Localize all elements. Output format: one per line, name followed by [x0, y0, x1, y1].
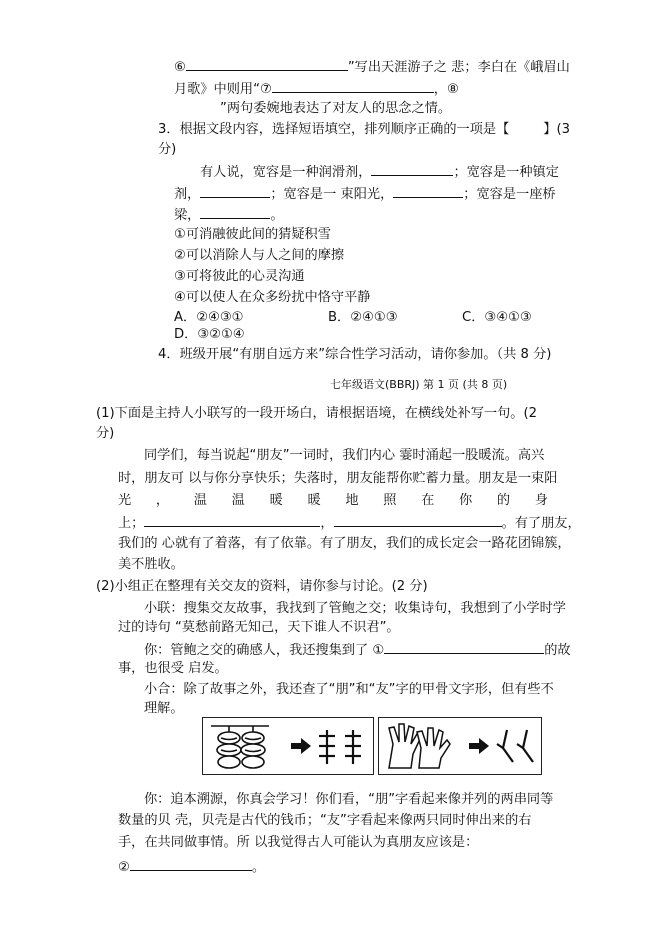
- q3-passage-3b: 。: [270, 208, 284, 223]
- peng-shells-figure: [203, 718, 373, 774]
- q3-passage-2c: ；宽容是一座桥: [463, 187, 556, 202]
- sub1-text-4a: 上；: [118, 516, 145, 531]
- q3-blank-4[interactable]: [200, 205, 270, 219]
- q3-passage-line-1: [200, 162, 559, 181]
- sub1-blank-2[interactable]: [334, 513, 502, 527]
- q3-passage-3a: 梁，: [174, 208, 201, 223]
- q3-score-unit: 分): [158, 142, 177, 157]
- sub2-text-r4b: 。: [251, 860, 266, 875]
- q3-choice-b[interactable]: B．②④①③: [328, 310, 398, 325]
- sub1-stem: (1)下面是主持人小联写的一段开场白，请根据语境，在横线处补写一句。(2: [96, 406, 538, 421]
- q3-passage-line-2: [174, 184, 556, 203]
- sub2-line-6: 理解。: [144, 701, 184, 716]
- sub1-para-line-2: 时，朋友可 以与你分享快乐；失落时，朋友能帮你贮蓄力量。朋友是一束阳: [118, 471, 558, 486]
- q3-choice-d[interactable]: D．③②①④: [174, 327, 245, 342]
- sub1-text-4b: ，: [320, 516, 334, 531]
- page-footer: 七年级语文(BBRJ) 第 1 页 (共 8 页): [330, 378, 508, 391]
- q3-passage-1b: ；宽容是一种镇定: [453, 165, 559, 180]
- answer-blank-6[interactable]: [186, 57, 348, 71]
- justified-char: 的: [496, 493, 511, 508]
- poem-text-2b: ，⑧: [433, 82, 459, 97]
- q3-passage-2a: 剂，: [174, 187, 201, 202]
- poem-line-2: [174, 79, 459, 98]
- q3-blank-1[interactable]: [371, 162, 453, 176]
- poem-text-2a: 月歌》中则用“⑦: [174, 82, 272, 97]
- justified-char: 温: [231, 493, 245, 508]
- you-hands-figure: [379, 718, 541, 774]
- arrow-right-icon: [291, 738, 311, 754]
- q3-option-1: ①可消融彼此间的猜疑积雪: [174, 227, 331, 242]
- justified-char: 暖: [307, 493, 321, 508]
- q3-passage-2b: ；宽容是一 束阳光，: [270, 187, 394, 202]
- sub1-para-line-4: [118, 513, 581, 532]
- q3-passage-1a: 有人说，宽容是一种润滑剂，: [200, 165, 372, 180]
- sub1-para-line-6: 美不胜收。: [118, 557, 184, 572]
- poem-line-3: ”两句委婉地表达了对友人的思念之情。: [220, 101, 452, 116]
- sub2-blank-1[interactable]: [384, 640, 544, 654]
- sub2-text-r4a: ②: [118, 860, 130, 875]
- sub2-reply-line-1: 你：追本溯源，你真会学习！你们看，“朋”字看起来像并列的两串同等: [144, 792, 554, 807]
- q4-stem: 4．班级开展“有朋自远方来”综合性学习活动，请你参加。（共 8 分): [158, 347, 552, 362]
- justified-char: 温: [193, 493, 207, 508]
- q3-choice-c[interactable]: C．③④①③: [462, 310, 532, 325]
- you-oracle-image: [378, 717, 542, 775]
- justified-char: 身: [534, 493, 548, 508]
- justified-char: 暖: [269, 493, 283, 508]
- sub2-line-5: 小合：除了故事之外，我还查了“朋”和“友”字的甲骨文字形，但有些不: [144, 682, 554, 697]
- justified-char: 在: [421, 493, 435, 508]
- q3-option-2: ②可以消除人与人之间的摩擦: [174, 248, 345, 263]
- q3-blank-2[interactable]: [200, 184, 270, 198]
- justified-char: 地: [345, 493, 359, 508]
- poem-text-1: ”写出天涯游子之 悲；李白在《峨眉山: [347, 60, 570, 75]
- q3-score: 】(3: [543, 122, 570, 137]
- sub2-text-3b: 的故: [544, 643, 571, 658]
- sub1-para-line-5: 我们的 心就有了着落，有了依靠。有了朋友，我们的成长定会一路花团锦簇，: [118, 536, 571, 551]
- peng-oracle-image: [202, 717, 374, 775]
- sub2-reply-line-4: [118, 857, 265, 876]
- answer-blank-7[interactable]: [272, 79, 434, 93]
- q3-stem: [158, 121, 570, 138]
- sub2-stem: (2)小组正在整理有关交友的资料，请你参与讨论。(2 分): [96, 579, 428, 594]
- justified-char: 光: [118, 493, 132, 508]
- sub1-para-line-3: [118, 492, 548, 509]
- arrow-right-icon: [469, 738, 489, 754]
- sub2-text-3a: 你：管鲍之交的确感人，我还搜集到了 ①: [144, 643, 385, 658]
- q3-option-4: ④可以使人在众多纷扰中恪守平静: [174, 290, 371, 305]
- q3-option-3: ③可将彼此的心灵沟通: [174, 269, 305, 284]
- sub2-line-4: 事，也很受 启发。: [118, 661, 228, 676]
- justified-char: 你: [459, 493, 473, 508]
- q3-stem-text: 3．根据文段内容，选择短语填空，排列顺序正确的一项是【: [158, 122, 510, 137]
- justified-char: ，: [155, 493, 170, 508]
- justified-char: 照: [383, 493, 397, 508]
- sub1-score-unit: 分): [96, 426, 115, 441]
- q3-choice-a[interactable]: A．②④③①: [174, 310, 244, 325]
- sub2-blank-2[interactable]: [130, 857, 252, 871]
- sub2-line-1: 小联：搜集交友故事，我找到了管鲍之交；收集诗句，我想到了小学时学: [144, 601, 566, 616]
- sub2-line-3: [144, 640, 571, 659]
- q3-passage-line-3: [174, 205, 284, 224]
- poem-line-1: [174, 57, 570, 76]
- q3-blank-3[interactable]: [393, 184, 463, 198]
- sub2-reply-line-3: 手，在共同做事情。所 以我觉得古人可能认为真朋友应该是：: [118, 835, 479, 850]
- sub2-reply-line-2: 数量的贝 壳，贝壳是古代的钱币；“友”字看起来像两只同时伸出来的右: [118, 813, 532, 828]
- sub1-para-line-1: 同学们，每当说起“朋友”一词时，我们内心 霎时涌起一股暖流。高兴: [144, 448, 545, 463]
- sub2-line-2: 过的诗句 “莫愁前路无知己，天下谁人不识君”。: [118, 620, 400, 635]
- sub1-blank-1[interactable]: [144, 513, 320, 527]
- blank-label-6: ⑥: [174, 60, 186, 75]
- sub1-text-4c: 。有了朋友，: [501, 516, 581, 531]
